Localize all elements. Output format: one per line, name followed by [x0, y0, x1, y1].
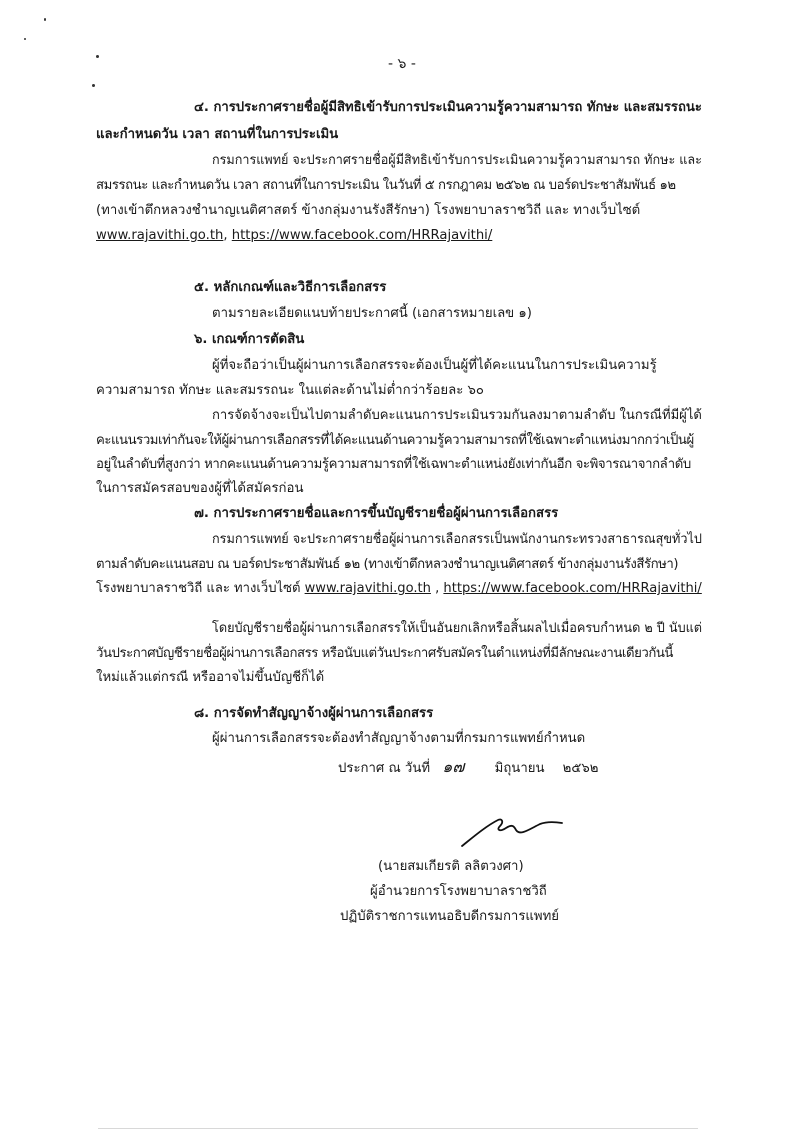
signatory-acting-title: ปฏิบัติราชการแทนอธิบดีกรมการแพทย์ — [340, 909, 560, 924]
section-4-heading: ๔. การประกาศรายชื่อผู้มีสิทธิเข้ารับการประเมินความรู้ความสามารถ ทักษะ และสมรรถนะ — [194, 100, 702, 115]
section-4-body-line: กรมการแพทย์ จะประกาศรายชื่อผู้มีสิทธิเข้ารับการประเมินความรู้ความสามารถ ทักษะ และ — [212, 153, 702, 168]
announcement-prefix: ประกาศ ณ วันที่ — [338, 761, 431, 776]
section-4-body-line: (ทางเข้าตึกหลวงชำนาญเนติศาสตร์ ข้างกลุ่มงานรังสีรักษา) โรงพยาบาลราชวิถี และ ทางเว็บไซต์ — [96, 203, 641, 218]
scan-speck — [44, 18, 46, 21]
announcement-year: ๒๕๖๒ — [562, 761, 599, 776]
handwritten-signature — [456, 812, 566, 852]
section-7-body-line: ตามลำดับคะแนนสอบ ณ บอร์ดประชาสัมพันธ์ ๑๒ (ทางเข้าตึกหลวงชำนาญเนติศาสตร์ ข้างกลุ่มงานรังสีรักษา) — [96, 557, 679, 572]
scan-speck — [92, 84, 95, 87]
signatory-name: (นายสมเกียรติ ลลิตวงศา) — [378, 859, 524, 874]
section-7-heading: ๗. การประกาศรายชื่อและการขึ้นบัญชีรายชื่อผู้ผ่านการเลือกสรร — [194, 506, 559, 521]
facebook-hr-link[interactable]: https://www.facebook.com/HRRajavithi/ — [443, 581, 702, 596]
section-4-body-line: สมรรถนะ และกำหนดวัน เวลา สถานที่ในการประเมิน ในวันที่ ๕ กรกฎาคม ๒๕๖๒ ณ บอร์ดประชาสัมพันธ์ ๑๒ — [96, 178, 676, 193]
section-7-links — [96, 580, 702, 598]
section-7-body-line: กรมการแพทย์ จะประกาศรายชื่อผู้ผ่านการเลือกสรรเป็นพนักงานกระทรวงสาธารณสุขทั่วไป — [212, 532, 702, 547]
facebook-hr-link[interactable]: https://www.facebook.com/HRRajavithi/ — [231, 228, 493, 243]
section-6-body-line: ผู้ที่จะถือว่าเป็นผู้ผ่านการเลือกสรรจะต้องเป็นผู้ที่ได้คะแนนในการประเมินความรู้ — [212, 358, 657, 373]
section-8-body: ผู้ผ่านการเลือกสรรจะต้องทำสัญญาจ้างตามที่กรมการแพทย์กำหนด — [212, 731, 586, 746]
signatory-title: ผู้อำนวยการโรงพยาบาลราชวิถี — [370, 884, 547, 899]
scan-speck — [96, 55, 99, 58]
section-7-website-prefix: โรงพยาบาลราชวิถี และ ทางเว็บไซต์ — [96, 581, 305, 596]
announcement-day: ๑๗ — [442, 757, 465, 776]
scan-speck — [24, 38, 26, 40]
announcement-month: มิถุนายน — [494, 761, 545, 776]
scan-edge-line — [98, 1128, 698, 1129]
announcement-date — [338, 758, 598, 778]
rajavithi-website-link[interactable]: www.rajavithi.go.th — [304, 581, 431, 596]
link-separator: , — [223, 228, 232, 243]
section-6-body-line: ในการสมัครสอบของผู้ที่ได้สมัครก่อน — [96, 481, 304, 496]
section-6-body-line: อยู่ในลำดับที่สูงกว่า หากคะแนนด้านความรู้ความสามารถที่ใช้เฉพาะตำแหน่งยังเท่ากันอีก จะพิจารณาจากลำดับ — [96, 457, 691, 472]
section-6-body-line: ความสามารถ ทักษะ และสมรรถนะ ในแต่ละด้านไม่ต่ำกว่าร้อยละ ๖๐ — [96, 383, 484, 398]
section-5-heading: ๕. หลักเกณฑ์และวิธีการเลือกสรร — [194, 280, 387, 295]
section-5-body: ตามรายละเอียดแนบท้ายประกาศนี้ (เอกสารหมายเลข ๑) — [212, 306, 532, 321]
rajavithi-website-link[interactable]: www.rajavithi.go.th — [96, 228, 224, 243]
section-7-body-line: ใหม่แล้วแต่กรณี หรืออาจไม่ขึ้นบัญชีก็ได้ — [96, 670, 325, 685]
section-6-body-line: การจัดจ้างจะเป็นไปตามลำดับคะแนนการประเมินรวมกันลงมาตามลำดับ ในกรณีที่มีผู้ได้ — [212, 408, 702, 423]
page-number: - ๖ - — [388, 56, 416, 72]
link-separator: , — [430, 581, 444, 596]
section-7-body-line: โดยบัญชีรายชื่อผู้ผ่านการเลือกสรรให้เป็นอันยกเลิกหรือสิ้นผลไปเมื่อครบกำหนด ๒ ปี นับแต่ — [212, 621, 703, 636]
section-4-links — [96, 227, 492, 245]
section-6-heading: ๖. เกณฑ์การตัดสิน — [194, 332, 305, 347]
section-8-heading: ๘. การจัดทำสัญญาจ้างผู้ผ่านการเลือกสรร — [194, 706, 434, 721]
section-4-heading-cont: และกำหนดวัน เวลา สถานที่ในการประเมิน — [96, 127, 339, 142]
section-6-body-line: คะแนนรวมเท่ากันจะให้ผู้ผ่านการเลือกสรรที่ได้คะแนนด้านความรู้ความสามารถที่ใช้เฉพาะตำแหน่งมากกว่าเป็นผู้ — [96, 433, 694, 448]
section-7-body-line: วันประกาศบัญชีรายชื่อผู้ผ่านการเลือกสรร หรือนับแต่วันประกาศรับสมัครในตำแหน่งที่มีลักษณะงานเดียวกันนี้ — [96, 646, 673, 661]
